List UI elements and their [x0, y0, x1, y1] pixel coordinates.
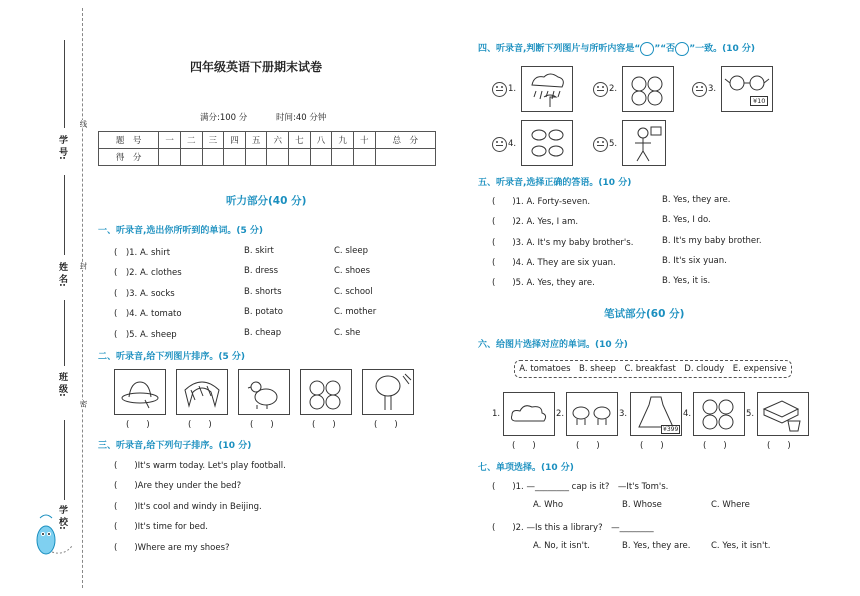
full-score: 满分:100 分 — [200, 113, 248, 123]
table-cell: 七 — [289, 132, 311, 149]
picture-number: 1. — [492, 409, 501, 419]
picture-number: 4. — [683, 409, 692, 419]
choice-question-2: ( )2. —Is this a library? —________ — [492, 523, 654, 533]
option-b: B. dress — [244, 266, 279, 276]
choice-question-1: ( )1. —________ cap is it? —It's Tom's. — [492, 482, 669, 492]
glasses-picture — [721, 66, 773, 112]
score-row — [99, 149, 436, 166]
answer-blank[interactable]: ( ) — [767, 441, 791, 451]
answer-blank[interactable]: ( ) — [250, 420, 274, 430]
score-cell[interactable] — [159, 149, 181, 166]
table-cell: 二 — [180, 132, 202, 149]
table-cell: 十 — [353, 132, 375, 149]
feng-mark: 封 — [79, 262, 88, 270]
section-4-title: 四、听录音,判断下列图片与所听内容是“ ”“否 ”一致。(10 分) — [478, 41, 755, 56]
score-cell[interactable] — [180, 149, 202, 166]
answer-blank[interactable]: ( ) — [374, 420, 398, 430]
question-4: ( )4. A. tomato — [114, 309, 182, 319]
answer-blank[interactable]: ( ) — [576, 441, 600, 451]
school-label: 学 校: — [57, 505, 67, 530]
score-cell[interactable] — [353, 149, 375, 166]
score-cell[interactable] — [267, 149, 289, 166]
name-line — [64, 175, 65, 255]
option-c: C. Yes, it isn't. — [711, 541, 771, 551]
section-6-title: 六、给图片选择对应的单词。(10 分) — [478, 340, 628, 350]
option-b: B. shorts — [244, 287, 282, 297]
table-cell: 得 分 — [99, 149, 159, 166]
sentence-item: ( )It's warm today. Let's play football. — [114, 461, 286, 471]
picture-number: 5. — [746, 409, 755, 419]
picture-number: 5. — [609, 139, 618, 149]
hat-picture — [114, 369, 166, 415]
breakfast-picture — [757, 392, 809, 436]
tomatoes-picture — [693, 392, 745, 436]
table-cell: 总 分 — [375, 132, 435, 149]
picture-number: 3. — [708, 84, 717, 94]
option-c: C. she — [334, 328, 361, 338]
picture-number: 1. — [508, 84, 517, 94]
option-c: C. Where — [711, 500, 750, 510]
class-line — [64, 300, 65, 366]
section-7-title: 七、单项选择。(10 分) — [478, 463, 574, 473]
picture-number: 2. — [609, 84, 618, 94]
score-cell[interactable] — [224, 149, 246, 166]
table-cell: 三 — [202, 132, 224, 149]
table-cell: 五 — [245, 132, 267, 149]
xian-mark: 线 — [79, 120, 88, 128]
face-icon[interactable] — [692, 82, 707, 97]
option-c: C. shoes — [334, 266, 371, 276]
price-tag: ¥399 — [663, 426, 679, 433]
question-2: ( )2. A. clothes — [114, 268, 182, 278]
table-cell: 四 — [224, 132, 246, 149]
picture-number: 3. — [619, 409, 628, 419]
section-3-title: 三、听录音,给下列句子排序。(10 分) — [98, 441, 252, 451]
option-a: A. No, it isn't. — [533, 541, 590, 551]
option-c: C. sleep — [334, 246, 368, 256]
sentence-item: ( )It's cool and windy in Beijing. — [114, 502, 262, 512]
dress-picture — [630, 392, 682, 436]
option-b: B. Yes, I do. — [662, 215, 711, 225]
question-5: ( )5. A. sheep — [114, 330, 177, 340]
score-cell[interactable] — [289, 149, 311, 166]
face-icon[interactable] — [492, 82, 507, 97]
table-cell: 题 号 — [99, 132, 159, 149]
sentence-item: ( )Are they under the bed? — [114, 481, 242, 491]
score-cell[interactable] — [245, 149, 267, 166]
answer-blank[interactable]: ( ) — [703, 441, 727, 451]
question-3: ( )3. A. socks — [114, 289, 175, 299]
answer-blank[interactable]: ( ) — [188, 420, 212, 430]
section-1-title: 一、听录音,选出你所听到的单词。(5 分) — [98, 226, 264, 236]
sentence-item: ( )Where are my shoes? — [114, 543, 230, 553]
scarf-picture — [176, 369, 228, 415]
reply-question: ( )1. A. Forty-seven. — [492, 197, 591, 207]
rain-picture — [521, 66, 573, 112]
reply-question: ( )4. A. They are six yuan. — [492, 258, 616, 268]
score-cell[interactable] — [310, 149, 332, 166]
face-icon[interactable] — [593, 82, 608, 97]
student-number-line — [64, 40, 65, 128]
reply-question: ( )5. A. Yes, they are. — [492, 278, 595, 288]
happy-face-icon — [640, 42, 654, 56]
reply-question: ( )3. A. It's my baby brother's. — [492, 238, 634, 248]
option-c: C. school — [334, 287, 373, 297]
written-part-title: 笔试部分(60 分) — [604, 308, 685, 320]
answer-blank[interactable]: ( ) — [312, 420, 336, 430]
tomatoes-picture — [622, 66, 674, 112]
option-b: B. Yes, they are. — [662, 195, 731, 205]
answer-blank[interactable]: ( ) — [512, 441, 536, 451]
picture-number: 4. — [508, 139, 517, 149]
option-b: B. It's my baby brother. — [662, 236, 762, 246]
sentence-item: ( )It's time for bed. — [114, 522, 208, 532]
score-cell[interactable] — [202, 149, 224, 166]
option-b: B. Whose — [622, 500, 662, 510]
option-a: A. Who — [533, 500, 564, 510]
table-cell: 一 — [159, 132, 181, 149]
sheep-picture — [566, 392, 618, 436]
face-icon[interactable] — [593, 137, 608, 152]
score-header-row — [99, 132, 436, 149]
exam-time: 时间:40 分钟 — [276, 113, 327, 123]
answer-blank[interactable]: ( ) — [126, 420, 150, 430]
sad-face-icon — [675, 42, 689, 56]
exam-title: 四年级英语下册期末试卷 — [190, 60, 323, 74]
name-label: 姓 名: — [57, 262, 67, 287]
option-b: B. Yes, they are. — [622, 541, 691, 551]
class-label: 班 级: — [57, 372, 67, 397]
student-number-label: 学 号: — [57, 135, 67, 160]
section-2-title: 二、听录音,给下列图片排序。(5 分) — [98, 352, 246, 362]
option-b: B. cheap — [244, 328, 282, 338]
option-c: C. mother — [334, 307, 377, 317]
sheep-picture — [521, 120, 573, 166]
word-choices: A. tomatoes B. sheep C. breakfast D. cloudy E. expensive — [514, 360, 792, 378]
listening-part-title: 听力部分(40 分) — [226, 195, 307, 207]
school-line — [64, 420, 65, 500]
option-b: B. potato — [244, 307, 283, 317]
question-1: ( )1. A. shirt — [114, 248, 171, 258]
table-cell: 八 — [310, 132, 332, 149]
option-b: B. skirt — [244, 246, 274, 256]
binding-line — [82, 8, 83, 588]
mascot-picture — [30, 510, 78, 560]
tomatoes-picture — [300, 369, 352, 415]
table-cell: 六 — [267, 132, 289, 149]
cloud-picture — [503, 392, 555, 436]
mi-mark: 密 — [79, 400, 88, 408]
score-table — [98, 131, 436, 166]
option-b: B. Yes, it is. — [662, 276, 711, 286]
tree-picture — [362, 369, 414, 415]
girl-picture — [622, 120, 666, 166]
picture-number: 2. — [556, 409, 565, 419]
reply-question: ( )2. A. Yes, I am. — [492, 217, 579, 227]
score-cell[interactable] — [332, 149, 354, 166]
answer-blank[interactable]: ( ) — [640, 441, 664, 451]
hen-picture — [238, 369, 290, 415]
score-cell[interactable] — [375, 149, 435, 166]
table-cell: 九 — [332, 132, 354, 149]
option-b: B. It's six yuan. — [662, 256, 727, 266]
section-5-title: 五、听录音,选择正确的答语。(10 分) — [478, 178, 632, 188]
face-icon[interactable] — [492, 137, 507, 152]
price-tag: ¥10 — [750, 96, 768, 106]
